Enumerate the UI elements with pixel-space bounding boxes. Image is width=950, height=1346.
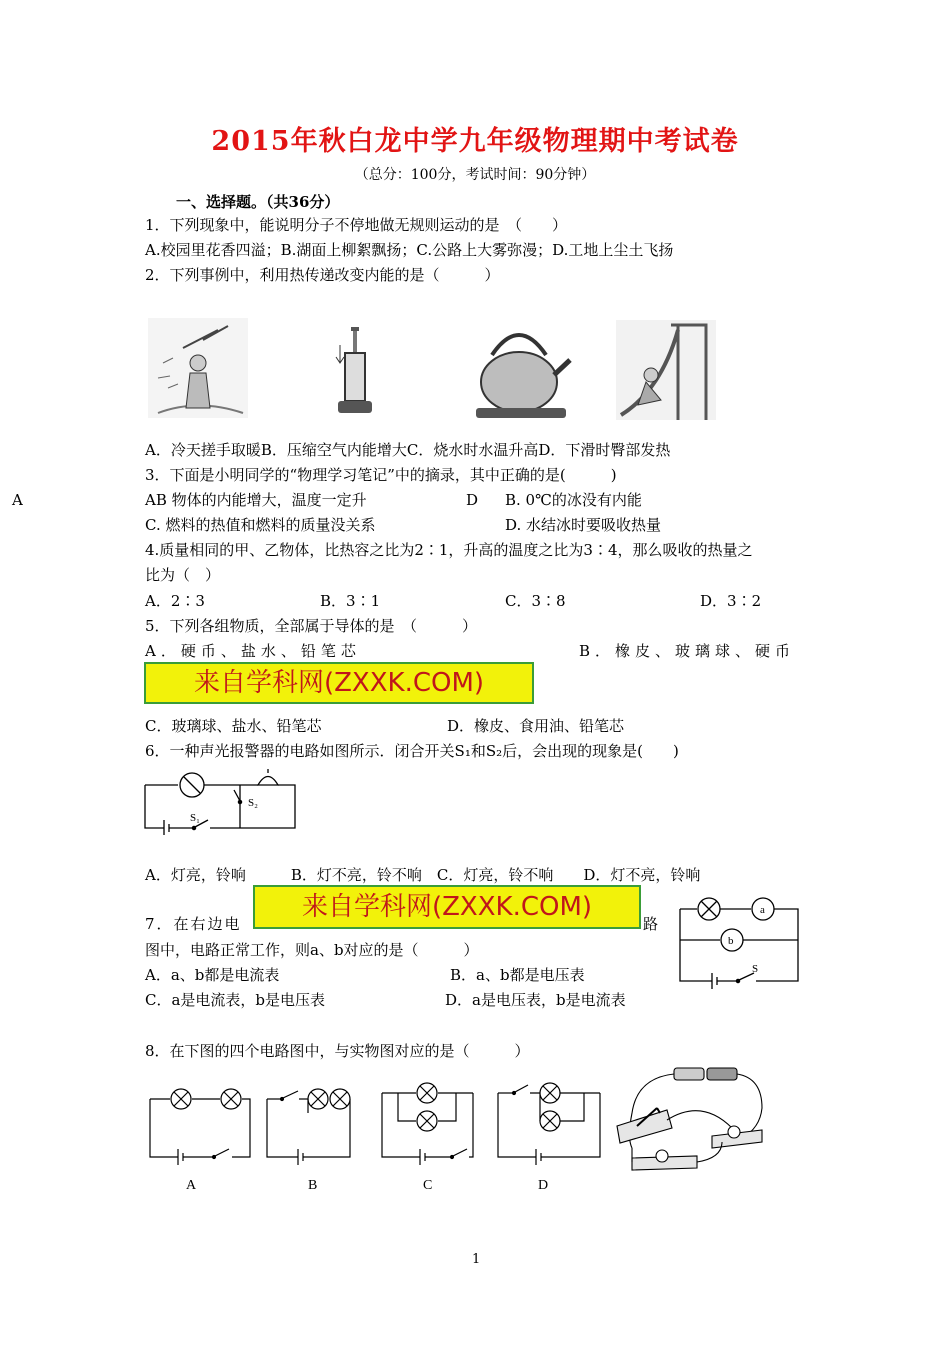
- q3-option-d-mark: D: [466, 491, 479, 509]
- section-heading: 一、选择题。（共36分）: [176, 193, 340, 211]
- q2-image-slide: [616, 320, 716, 424]
- q7-option-a: A．a、b都是电流表: [145, 966, 280, 984]
- q2-image-kettle: [474, 320, 574, 424]
- q1-options: A.校园里花香四溢；B.湖面上柳絮飘扬；C.公路上大雾弥漫；D.工地上尘土飞扬: [145, 241, 674, 259]
- q7-option-d: D．a是电压表，b是电流表: [445, 991, 626, 1009]
- q2-image-hand-warming: [148, 318, 248, 422]
- q8-label-d: D: [538, 1178, 549, 1193]
- q3-stem: 3．下面是小明同学的“物理学习笔记”中的摘录，其中正确的是( ): [145, 466, 617, 484]
- q3-option-c: C. 燃料的热值和燃料的质量没关系: [145, 516, 376, 534]
- q4-stem-2: 比为（ ）: [145, 566, 221, 584]
- q7-circuit-diagram: [672, 893, 806, 994]
- q8-circuit-options: [140, 1077, 620, 1199]
- q8-label-a: A: [186, 1178, 197, 1193]
- q5-option-d: D．橡皮、食用油、铅笔芯: [447, 717, 625, 735]
- q7-option-b: B．a、b都是电压表: [450, 966, 585, 984]
- q4-stem-1: 4.质量相同的甲、乙物体，比热容之比为2∶1，升高的温度之比为3∶4，那么吸收的热量之: [145, 541, 753, 559]
- page-number: 1: [472, 1252, 481, 1267]
- q2-options: A．冷天搓手取暖B．压缩空气内能增大C．烧水时水温升高D．下滑时臀部发热: [145, 441, 671, 459]
- q7-option-c: C．a是电流表，b是电压表: [145, 991, 326, 1009]
- q5-stem: 5．下列各组物质，全部属于导体的是 （ ）: [145, 617, 478, 635]
- q7-stem-1: 7．在右边电: [145, 915, 242, 933]
- page-title: 2015年秋白龙中学九年级物理期中考试卷: [211, 126, 739, 157]
- q6-stem: 6．一种声光报警器的电路如图所示．闭合开关S₁和S₂后，会出现的现象是( ): [145, 742, 679, 760]
- q4-option-b: B．3∶1: [320, 592, 381, 610]
- watermark-banner-2: 来自学科网(ZXXK.COM): [253, 885, 641, 929]
- q8-stem: 8．在下图的四个电路图中，与实物图对应的是（ ）: [145, 1042, 530, 1060]
- q5-option-b: B．橡皮、玻璃球、硬币: [579, 642, 796, 660]
- q2-image-air-compressor: [330, 325, 380, 424]
- q6-circuit-diagram: [140, 760, 305, 839]
- q7-meter-a: a: [760, 904, 765, 916]
- q3-option-a: AB 物体的内能增大，温度一定升: [145, 491, 367, 509]
- q2-stem: 2．下列事例中，利用热传递改变内能的是（ ）: [145, 266, 500, 284]
- q7-switch-label: S: [752, 963, 759, 975]
- q4-option-d: D．3∶2: [700, 592, 762, 610]
- q4-option-c: C．3∶8: [505, 592, 566, 610]
- q3-margin-a: A: [12, 491, 23, 509]
- exam-info: （总分：100分，考试时间：90分钟）: [354, 167, 596, 183]
- q5-option-c: C．玻璃球、盐水、铅笔芯: [145, 717, 322, 735]
- q5-option-a: A．硬币、盐水、铅笔芯: [145, 642, 361, 660]
- q6-options: A．灯亮，铃响 B．灯不亮，铃不响 C．灯亮，铃不响 D．灯不亮，铃响: [145, 866, 701, 884]
- q8-label-b: B: [308, 1178, 318, 1193]
- q8-physical-circuit-image: [612, 1058, 772, 1182]
- q7-stem-2: 图中，电路正常工作，则a、b对应的是（ ）: [145, 941, 479, 959]
- q1-stem: 1．下列现象中，能说明分子不停地做无规则运动的是 （ ）: [145, 216, 568, 234]
- q6-s2-label: S₂: [248, 797, 258, 809]
- q7-meter-b: b: [728, 935, 734, 947]
- q4-option-a: A．2∶3: [145, 592, 205, 610]
- q3-option-d: D. 水结冰时要吸收热量: [505, 516, 662, 534]
- q8-label-c: C: [423, 1178, 433, 1193]
- watermark-banner: 来自学科网(ZXXK.COM): [144, 662, 534, 704]
- q3-option-b: B. 0℃的冰没有内能: [505, 491, 642, 509]
- q7-stem-1-end: 路: [643, 915, 659, 933]
- q6-s1-label: S₁: [190, 812, 200, 824]
